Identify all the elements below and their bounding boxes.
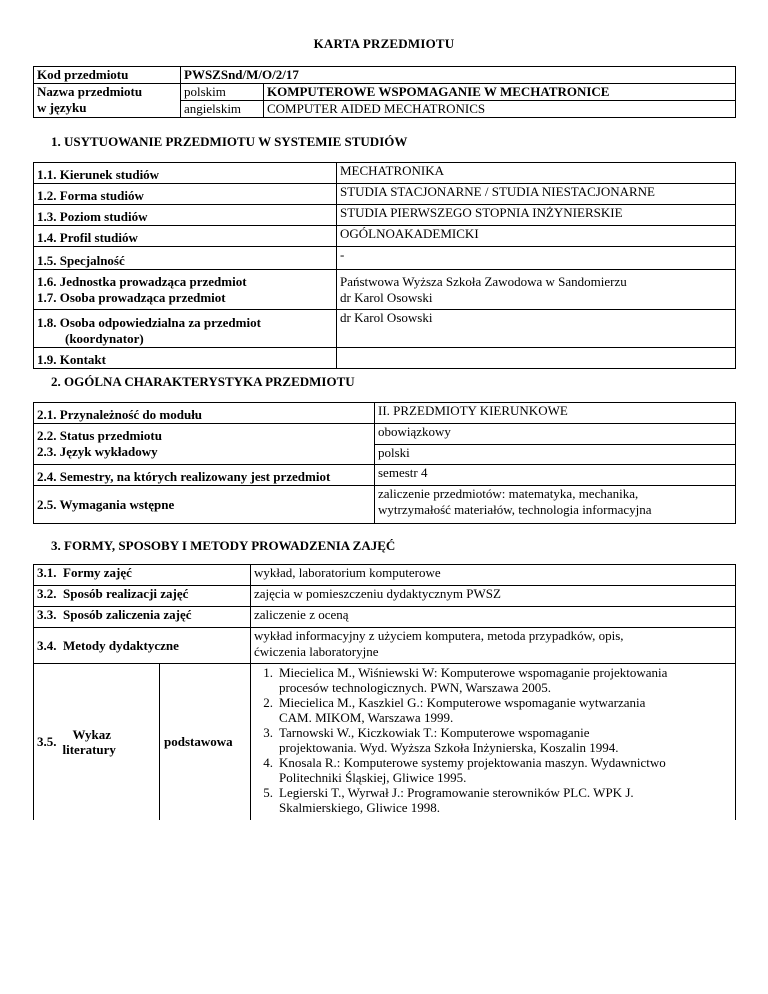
lang-pl-label: polskim	[181, 84, 264, 101]
s2-label: 2.2. Status przedmiotu 2.3. Język wykładowy	[34, 424, 375, 465]
s3-value: zaliczenie z oceną	[251, 607, 736, 628]
s1-value: STUDIA PIERWSZEGO STOPNIA INŻYNIERSKIE	[337, 205, 736, 226]
list-item: 5. Legierski T., Wyrwał J.: Programowanie sterowników PLC. WPK J. Skalmierskiego, Gliwice 1998.	[263, 785, 634, 815]
s1-value: MECHATRONIKA	[337, 163, 736, 184]
s1-value: dr Karol Osowski	[337, 310, 736, 348]
section3-title: 3. FORMY, SPOSOBY I METODY PROWADZENIA ZAJĘĆ	[51, 538, 396, 553]
section1-table	[33, 162, 736, 369]
s1-label: 1.2. Forma studiów	[34, 184, 337, 205]
course-name-label: Nazwa przedmiotu w języku	[34, 84, 181, 118]
s1-label: 1.1. Kierunek studiów	[34, 163, 337, 184]
s1-label: 1.3. Poziom studiów	[34, 205, 337, 226]
s1-label: 1.9. Kontakt	[34, 348, 337, 369]
s1-value: Państwowa Wyższa Szkoła Zawodowa w Sandomierzu dr Karol Osowski	[337, 270, 736, 310]
s3-value: zajęcia w pomieszczeniu dydaktycznym PWSZ	[251, 586, 736, 607]
list-item: 4. Knosala R.: Komputerowe systemy projektowania maszyn. Wydawnictwo Politechniki Śląskiej, Gliwice 1995.	[263, 755, 666, 785]
s1-label: 1.8. Osoba odpowiedzialna za przedmiot (koordynator)	[34, 310, 337, 348]
s2-label: 2.4. Semestry, na których realizowany jest przedmiot	[34, 465, 375, 486]
s2-value: zaliczenie przedmiotów: matematyka, mechanika, wytrzymałość materiałów, technologia informacyjna	[375, 486, 736, 524]
section2-title: 2. OGÓLNA CHARAKTERYSTYKA PRZEDMIOTU	[51, 374, 355, 389]
course-code-value: PWSZSnd/M/O/2/17	[181, 67, 736, 84]
section2-table	[33, 402, 736, 524]
course-code-label: Kod przedmiotu	[34, 67, 181, 84]
s3-value: wykład, laboratorium komputerowe	[251, 565, 736, 586]
s2-value: semestr 4	[375, 465, 736, 486]
s1-value: OGÓLNOAKADEMICKI	[337, 226, 736, 247]
list-item: 1. Miecielica M., Wiśniewski W: Komputerowe wspomaganie projektowania procesów technologicznych. PWN, Warszawa 2005.	[263, 665, 668, 695]
course-name-en: COMPUTER AIDED MECHATRONICS	[264, 101, 736, 118]
list-item: 3. Tarnowski W., Kiczkowiak T.: Komputerowe wspomaganie projektowania. Wyd. Wyższa Szkoła Inżynierska, Koszalin 1994.	[263, 725, 619, 755]
s1-label: 1.6. Jednostka prowadząca przedmiot 1.7. Osoba prowadząca przedmiot	[34, 270, 337, 310]
s1-value	[337, 348, 736, 369]
literature-label-cell: 3.5. Wykaz literatury podstawowa	[34, 664, 251, 821]
s3-value: wykład informacyjny z użyciem komputera, metoda przypadków, opis, ćwiczenia laboratoryjne	[251, 628, 736, 664]
s3-label: 3.4. Metody dydaktyczne	[34, 628, 251, 664]
document-title: KARTA PRZEDMIOTU	[313, 36, 455, 51]
s2-label: 2.1. Przynależność do modułu	[34, 403, 375, 424]
s1-value: -	[337, 247, 736, 270]
s1-label: 1.5. Specjalność	[34, 247, 337, 270]
literature-list	[251, 665, 732, 815]
course-header-table	[33, 66, 736, 118]
s3-label: 3.1. Formy zajęć	[34, 565, 251, 586]
s3-label: 3.3. Sposób zaliczenia zajęć	[34, 607, 251, 628]
s1-value: STUDIA STACJONARNE / STUDIA NIESTACJONARNE	[337, 184, 736, 205]
s2-label: 2.5. Wymagania wstępne	[34, 486, 375, 524]
lang-en-label: angielskim	[181, 101, 264, 118]
s3-label: 3.2. Sposób realizacji zajęć	[34, 586, 251, 607]
literature-list-cell	[251, 664, 736, 821]
s1-label: 1.4. Profil studiów	[34, 226, 337, 247]
section3-table	[33, 564, 736, 820]
literature-type: podstawowa	[164, 734, 233, 749]
s2-value: II. PRZEDMIOTY KIERUNKOWE	[375, 403, 736, 424]
section1-title: 1. USYTUOWANIE PRZEDMIOTU W SYSTEMIE STUDIÓW	[51, 134, 408, 149]
course-name-pl: KOMPUTEROWE WSPOMAGANIE W MECHATRONICE	[264, 84, 736, 101]
s2-value: obowiązkowy polski	[375, 424, 736, 465]
list-item: 2. Miecielica M., Kaszkiel G.: Komputerowe wspomaganie wytwarzania CAM. MIKOM, Warszawa 1999.	[263, 695, 646, 725]
